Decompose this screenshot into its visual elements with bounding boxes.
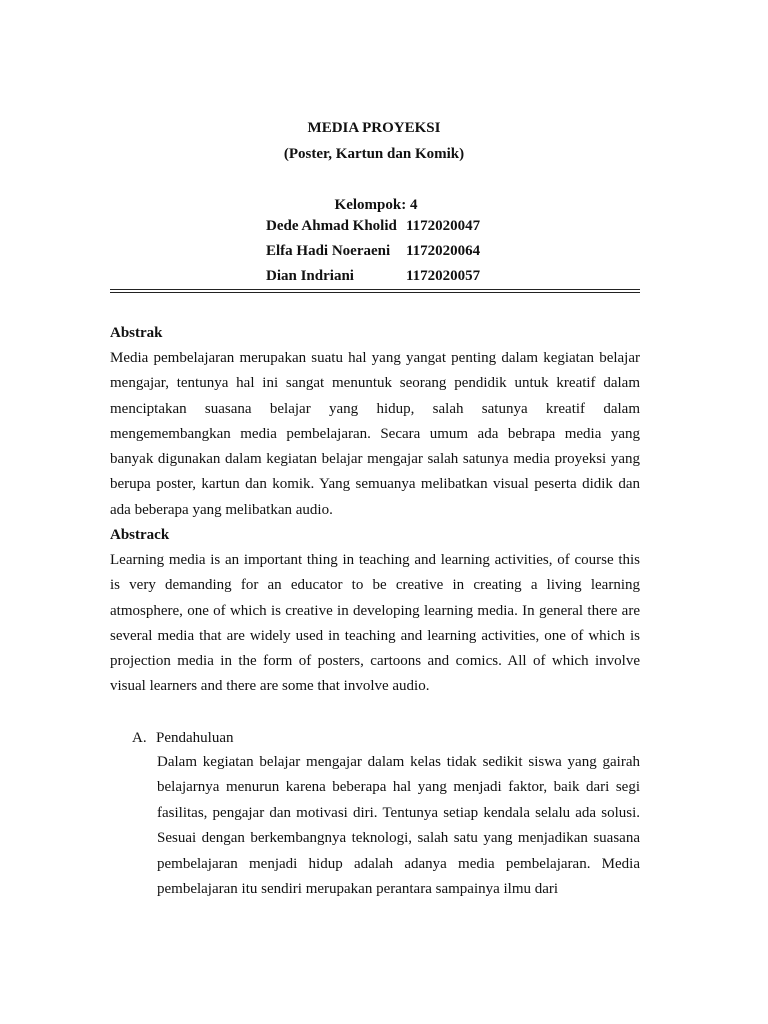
member-row: [266, 239, 526, 264]
member-row: [266, 214, 526, 239]
list-letter: A.: [132, 730, 147, 746]
header-divider-line: [110, 289, 640, 290]
group-info: [266, 196, 526, 289]
group-label: Kelompok: 4: [334, 197, 418, 213]
member-row: [266, 264, 526, 289]
abstrack-section: [110, 523, 640, 700]
abstrak-paragraph: Media pembelajaran merupakan suatu hal yang yangat penting dalam kegiatan belajar mengajar, tentunya hal ini sangat menuntuk seorang pendidik untuk kreatif dalam menciptakan suasana belajar yang hidup, salah satunya kreatif dalam mengemembangkan media pembelajaran. Secara umum ada bebrapa media yang banyak digunakan dalam kegiatan belajar mengajar salah satunya media proyeksi yang berupa poster, kartun dan komik. Yang semuanya melibatkan visual peserta didik dan ada beberapa yang melibatkan audio.: [110, 350, 640, 518]
member-name: Elfa Hadi Noeraeni: [266, 243, 391, 259]
member-nim: 1172020064: [406, 243, 481, 259]
document-subtitle: (Poster, Kartun dan Komik): [283, 146, 465, 162]
abstrack-heading: Abstrack: [110, 527, 170, 543]
abstrak-heading: Abstrak: [110, 325, 163, 341]
introduction-section: [132, 726, 640, 917]
introduction-heading-text: Pendahuluan: [156, 730, 234, 746]
abstrack-paragraph: Learning media is an important thing in teaching and learning activities, of course this is very demanding for an educator to be creative in creating a living learning atmosphere, one of which is creative in developing learning media. In general there are several media that are widely used in teaching and learning activities, one of which is projection media in the form of posters, cartoons and comics. All of which involve visual learners and there are some that involve audio.: [110, 552, 640, 695]
abstrak-section: [110, 321, 640, 523]
member-name: Dian Indriani: [266, 268, 354, 284]
member-name: Dede Ahmad Kholid: [266, 218, 397, 234]
introduction-heading: [132, 726, 640, 750]
header-divider-line: [110, 292, 640, 293]
member-nim: 1172020047: [406, 218, 481, 234]
document-title: MEDIA PROYEKSI: [307, 120, 441, 136]
introduction-paragraph: Dalam kegiatan belajar mengajar dalam kelas tidak sedikit siswa yang gairah belajarnya menurun karena beberapa hal yang menjadi faktor, baik dari segi fasilitas, pengajar dan motivasi diri. Tentunya setiap kendala selalu ada solusi. Sesuai dengan berkembangnya teknologi, salah satu yang menjadikan suasana pembelajaran menjadi hidup adalah adanya media pembelajaran. Media pembelajaran itu sendiri merupakan perantara sampainya ilmu dari: [157, 754, 640, 898]
member-nim: 1172020057: [406, 268, 481, 284]
